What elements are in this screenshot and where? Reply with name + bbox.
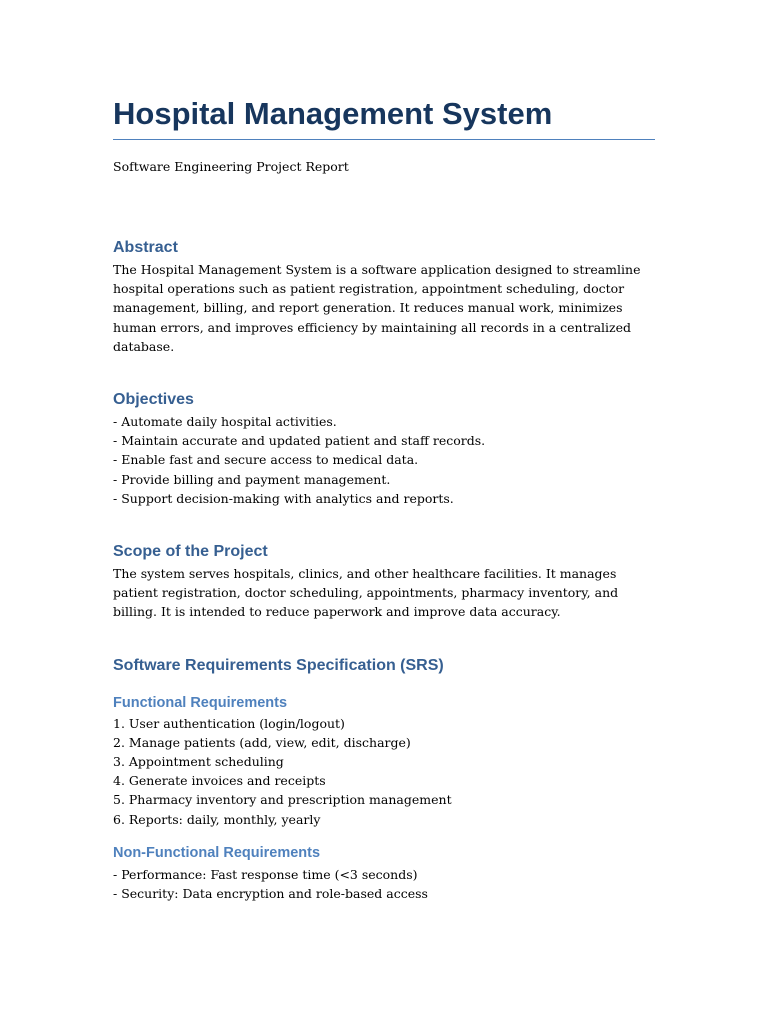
list-item: - Support decision-making with analytics and reports. xyxy=(113,490,454,506)
objectives-heading: Objectives xyxy=(113,391,194,409)
list-item: 1. User authentication (login/logout) xyxy=(113,715,345,731)
list-item: 4. Generate invoices and receipts xyxy=(113,773,326,789)
list-item: - Maintain accurate and updated patient and staff records. xyxy=(113,433,486,449)
document-page xyxy=(113,94,655,903)
scope-text: The system serves hospitals, clinics, and other healthcare facilities. It manages patient registration, doctor scheduling, appointments, pharmacy inventory, and billing. It is intended to reduce paperwork and improve data accuracy. xyxy=(113,566,619,620)
list-item: - Performance: Fast response time (<3 seconds) xyxy=(113,866,418,882)
list-item: 5. Pharmacy inventory and prescription management xyxy=(113,792,452,808)
document-title: Hospital Management System xyxy=(113,94,655,140)
list-item: 2. Manage patients (add, view, edit, discharge) xyxy=(113,734,411,750)
scope-heading: Scope of the Project xyxy=(113,543,268,561)
abstract-text: The Hospital Management System is a software application designed to streamline hospital operations such as patient registration, appointment scheduling, doctor management, billing, and report generation. It reduces manual work, minimizes human errors, and improves efficiency by maintaining all records in a centralized database. xyxy=(113,262,641,354)
abstract-heading: Abstract xyxy=(113,239,178,256)
functional-requirements-heading: Functional Requirements xyxy=(113,694,288,711)
list-item: 3. Appointment scheduling xyxy=(113,754,284,770)
functional-requirements-list xyxy=(113,714,655,829)
list-item: - Automate daily hospital activities. xyxy=(113,414,337,430)
document-subtitle: Software Engineering Project Report xyxy=(113,159,349,174)
srs-heading: Software Requirements Specification (SRS) xyxy=(113,656,444,674)
non-functional-requirements-list xyxy=(113,865,655,903)
list-item: - Enable fast and secure access to medical data. xyxy=(113,452,419,468)
list-item: - Provide billing and payment management. xyxy=(113,471,391,487)
objectives-list xyxy=(113,412,655,508)
list-item: - Security: Data encryption and role-based access xyxy=(113,886,428,902)
non-functional-requirements-heading: Non-Functional Requirements xyxy=(113,844,321,861)
list-item: 6. Reports: daily, monthly, yearly xyxy=(113,811,321,827)
